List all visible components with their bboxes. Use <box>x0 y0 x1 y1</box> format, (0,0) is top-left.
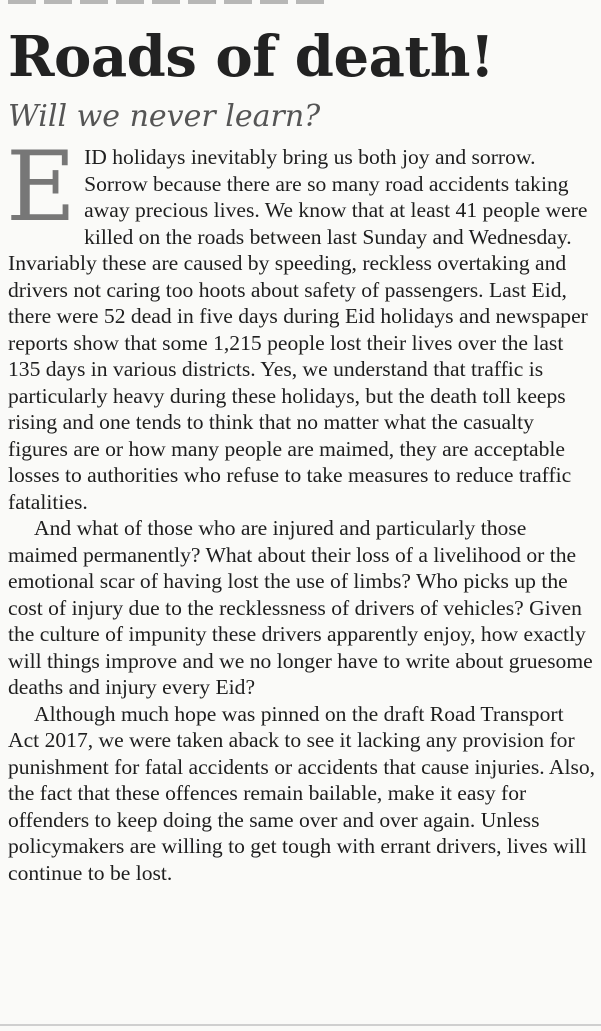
article-body <box>6 131 596 886</box>
headline: Roads of death! <box>8 24 495 90</box>
drop-cap: E <box>6 131 77 243</box>
paragraph-text: ID holidays inevitably bring us both joy and sorrow. Sorrow because there are so many road accidents taking away precious lives. We know that at least 41 people were killed on the roads between last Sunday and Wednesday. Invariably these are caused by speeding, reckless overtaking and drivers not caring too hoots about safety of passengers. Last Eid, there were 52 dead in five days during Eid holidays and newspaper reports show that some 1,215 people lost their lives over the last 135 days in various districts. Yes, we understand that traffic is particularly heavy during these holidays, but the death toll keeps rising and one tends to think that no matter what the casualty figures are or how many people are maimed, they are acceptable losses to authorities who refuse to take measures to reduce traffic fatalities. <box>8 145 588 514</box>
article-paragraph <box>6 131 596 515</box>
article-paragraph: Although much hope was pinned on the draft Road Transport Act 2017, we were taken aback to see it lacking any provision for punishment for fatal accidents or accidents that cause injuries. Also, the fact that these offences remain bailable, make it easy for offenders to keep doing the same over and over again. Unless policymakers are willing to get tough with errant drivers, lives will continue to be lost. <box>8 701 596 885</box>
article-paragraph: And what of those who are injured and particularly those maimed permanently? What about their loss of a livelihood or the emotional scar of having lost the use of limbs? Who picks up the cost of injury due to the recklessness of drivers of vehicles? Given the culture of impunity these drivers apparently enjoy, how exactly will things improve and we no longer have to write about gruesome deaths and injury every Eid? <box>8 516 593 699</box>
subheadline: Will we never learn? <box>8 99 321 134</box>
bottom-divider <box>0 1024 601 1026</box>
top-edge-artifact <box>8 0 328 4</box>
